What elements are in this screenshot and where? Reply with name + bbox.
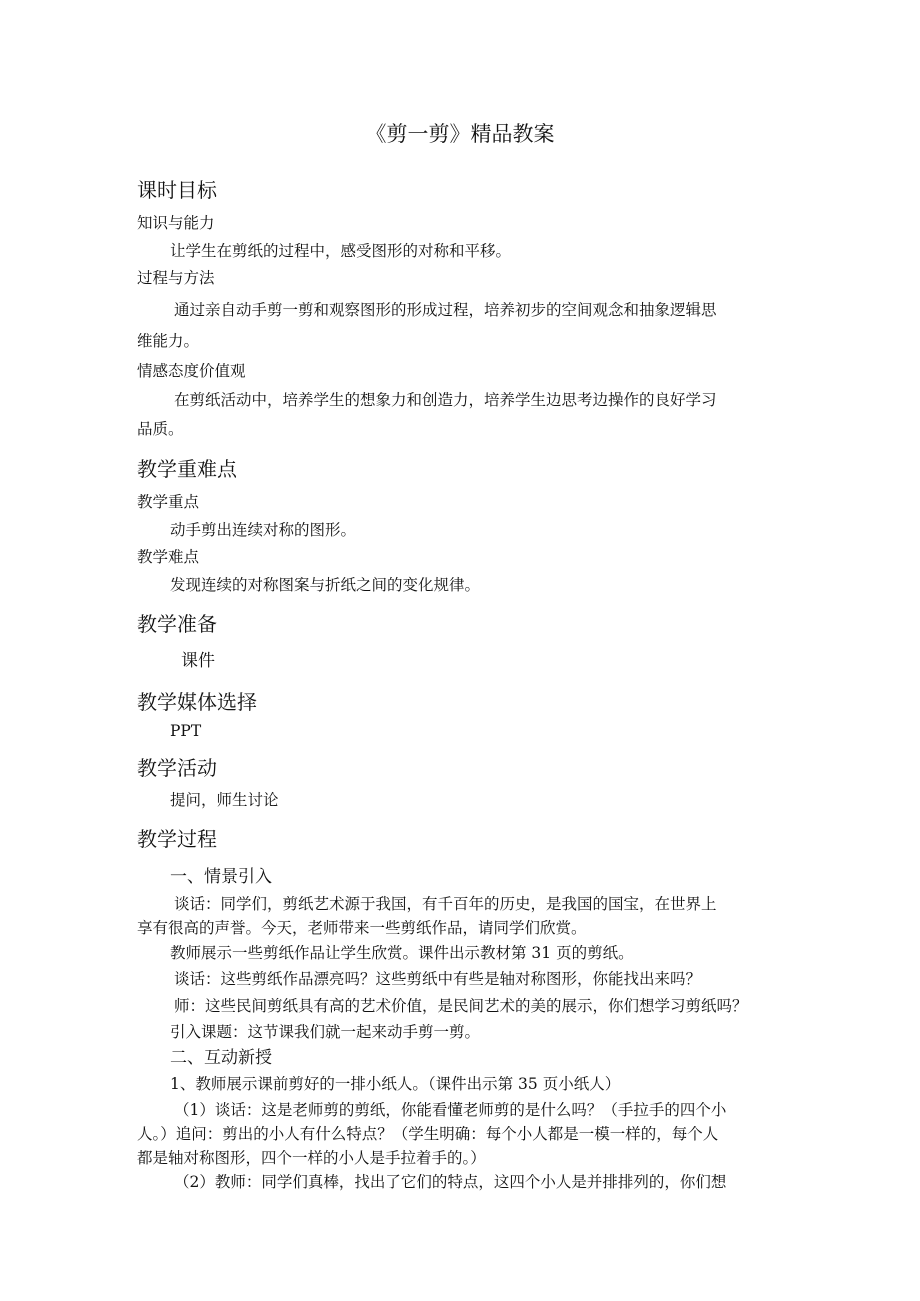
paragraph: 谈话：这些剪纸作品漂亮吗？这些剪纸中有些是轴对称图形，你能找出来吗？ <box>174 970 702 988</box>
paragraph: 师：这些民间剪纸具有高的艺术价值，是民间艺术的美的展示，你们想学习剪纸吗？ <box>174 997 748 1015</box>
subheading-key: 教学重点 <box>137 493 200 511</box>
paragraph: PPT <box>170 722 202 740</box>
subheading-difficulty: 教学难点 <box>137 548 200 566</box>
paragraph: 让学生在剪纸的过程中，感受图形的对称和平移。 <box>170 242 512 260</box>
paragraph: 在剪纸活动中，培养学生的想象力和创造力，培养学生边思考边操作的良好学习 <box>174 391 717 409</box>
paragraph: 发现连续的对称图案与折纸之间的变化规律。 <box>170 576 481 594</box>
section-heading-media: 教学媒体选择 <box>137 690 257 714</box>
subheading-knowledge: 知识与能力 <box>137 214 215 232</box>
paragraph: 课件 <box>181 651 215 671</box>
section-heading-prep: 教学准备 <box>137 612 217 636</box>
paragraph: 维能力。 <box>137 332 200 350</box>
subsection-heading-interactive: 二、互动新授 <box>170 1048 272 1068</box>
paragraph: 谈话：同学们，剪纸艺术源于我国，有千百年的历史，是我国的国宝，在世界上 <box>174 895 717 913</box>
subheading-emotion: 情感态度价值观 <box>137 362 246 380</box>
section-heading-activity: 教学活动 <box>137 756 217 780</box>
paragraph: 都是轴对称图形，四个一样的小人是手拉着手的。） <box>137 1149 486 1167</box>
paragraph: 1、教师展示课前剪好的一排小纸人。（课件出示第 35 页小纸人） <box>170 1075 621 1093</box>
paragraph: 通过亲自动手剪一剪和观察图形的形成过程，培养初步的空间观念和抽象逻辑思 <box>174 301 717 319</box>
paragraph: 引入课题：这节课我们就一起来动手剪一剪。 <box>170 1023 481 1041</box>
paragraph: 品质。 <box>137 420 184 438</box>
section-heading-goals: 课时目标 <box>137 178 217 202</box>
paragraph: （1）谈话：这是老师剪的剪纸，你能看懂老师剪的是什么吗？（手拉手的四个小 <box>174 1101 727 1119</box>
paragraph: 提问，师生讨论 <box>170 791 279 809</box>
page-title: 《剪一剪》精品教案 <box>365 122 555 146</box>
section-heading-keypoints: 教学重难点 <box>137 457 237 481</box>
subsection-heading-intro: 一、情景引入 <box>170 867 272 887</box>
paragraph: 教师展示一些剪纸作品让学生欣赏。课件出示教材第 31 页的剪纸。 <box>170 944 634 962</box>
paragraph: 享有很高的声誉。今天，老师带来一些剪纸作品，请同学们欣赏。 <box>137 919 587 937</box>
paragraph: 人。）追问：剪出的小人有什么特点？（学生明确：每个小人都是一模一样的，每个人 <box>137 1125 719 1143</box>
subheading-process-method: 过程与方法 <box>137 269 215 287</box>
paragraph: 动手剪出连续对称的图形。 <box>170 521 357 539</box>
section-heading-process: 教学过程 <box>137 827 217 851</box>
paragraph: （2）教师：同学们真棒，找出了它们的特点，这四个小人是并排排列的，你们想 <box>174 1173 727 1191</box>
